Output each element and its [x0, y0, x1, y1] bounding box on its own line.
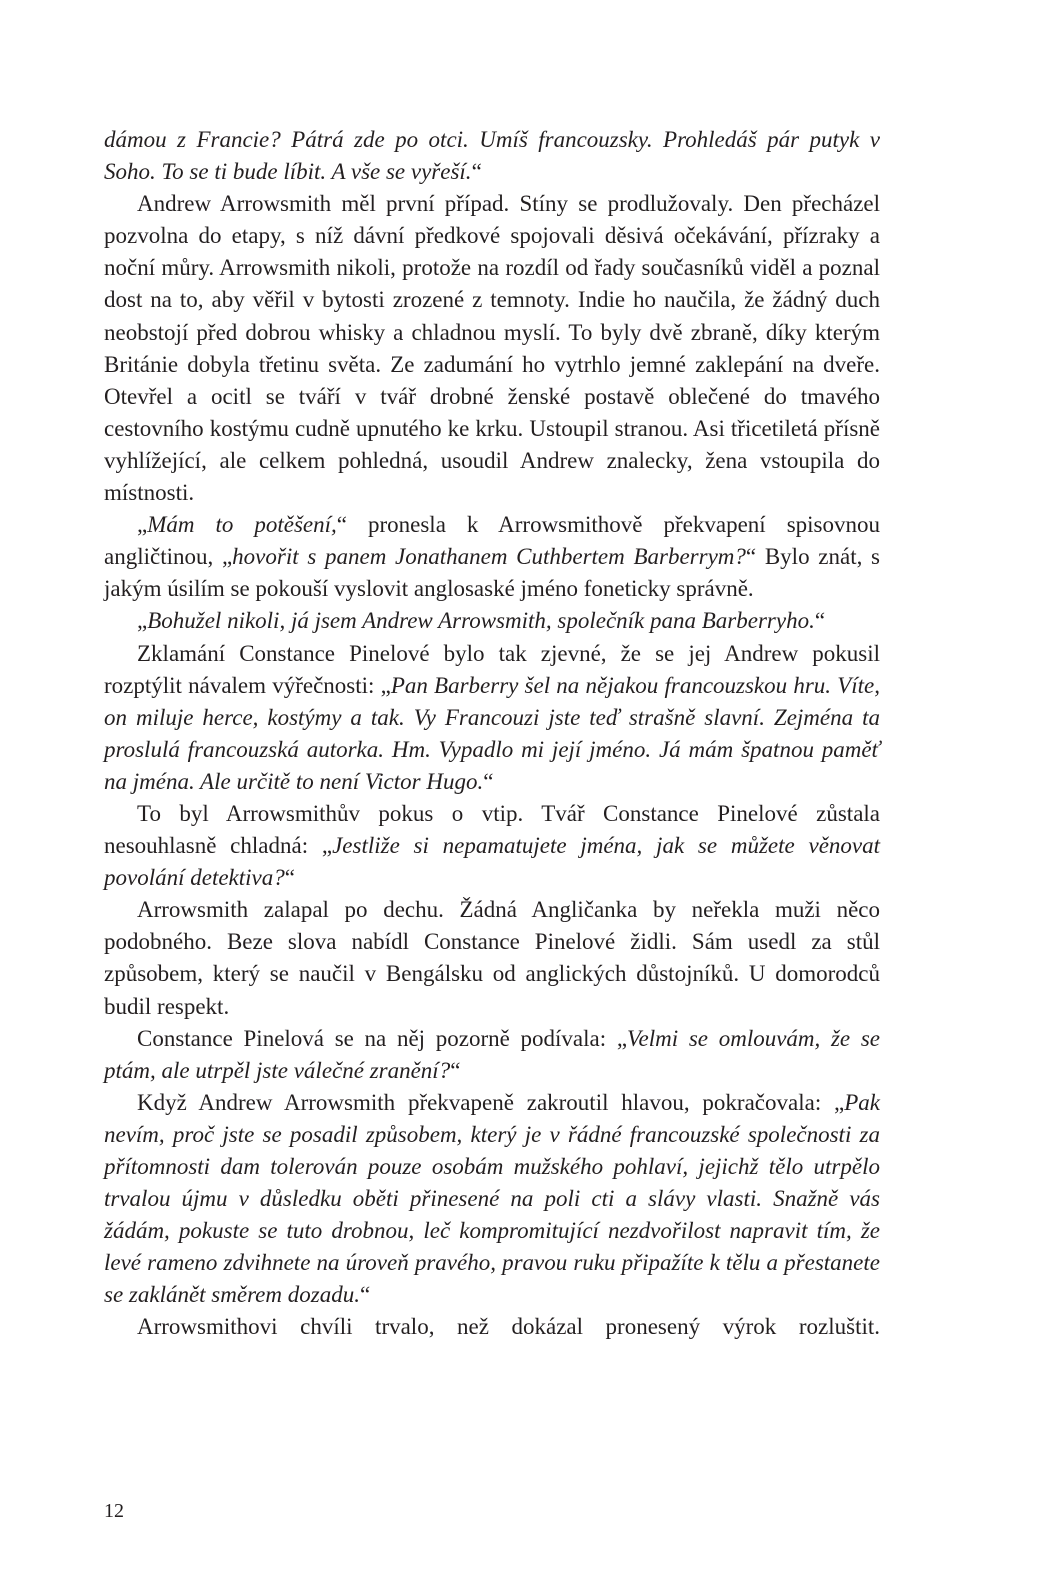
italic-text-segment: dámou z Francie? Pátrá zde po otci. Umíš francouzsky. Prohledáš pár putyk v Soho. To se ti bude líbit. A vše se vyřeší. [104, 127, 880, 185]
text-segment: “ [284, 865, 295, 891]
text-segment: “ Bylo znát, s jakým úsilím se pokouší vyslovit anglosaské jméno foneticky správně. [104, 544, 881, 602]
paragraph-6 [104, 798, 880, 894]
paragraph-8 [104, 1023, 880, 1087]
italic-text-segment: Pan Barberry šel na nějakou francouzskou hru. Víte, on miluje herce, kostýmy a tak. Vy Francouzi jste teď strašně slavní. Zejména ta proslulá francouzská autorka. Hm. Vypadlo mi její jméno. Já mám špatnou paměť na jména. Ale určitě to není Victor Hugo. [104, 672, 880, 794]
text-segment: To byl Arrowsmithův pokus o vtip. Tvář Constance Pinelové zůstala nesouhlasně chladná: „ [104, 800, 880, 859]
italic-text-segment: Bohužel nikoli, já jsem Andrew Arrowsmith, společník pana Barberryho. [147, 608, 815, 634]
text-segment: Arrowsmith zalapal po dechu. Žádná Angličanka by neřekla muži něco podobného. Beze slova nabídl Constance Pinelové židli. Sám usedl za stůl způsobem, který se naučil v Bengálsku od anglických důstojníků. U domorodců budil respekt. [104, 897, 880, 1019]
italic-text-segment: Jestliže si nepamatujete jména, jak se můžete věnovat povolání detektiva? [104, 833, 881, 891]
text-segment: “ [814, 608, 826, 634]
text-segment: “ pronesla k Arrowsmithově překvapení spisovnou angličtinou, „ [104, 512, 880, 570]
italic-text-segment: Velmi se omlouvám, že se ptám, ale utrpěl jste válečné zranění? [104, 1025, 880, 1083]
paragraph-2 [104, 188, 880, 509]
paragraph-4 [104, 605, 880, 637]
text-segment: Constance Pinelová se na něj pozorně podívala: „ [137, 1025, 628, 1051]
text-segment: Zklamání Constance Pinelové bylo tak zjevné, že se jej Andrew pokusil rozptýlit návalem výřečnosti: „ [104, 640, 880, 698]
paragraph-5 [104, 638, 880, 798]
text-segment: “ [483, 768, 494, 794]
italic-text-segment: Pak nevím, proč jste se posadil způsobem, který je v řádné francouzské společnosti za přítomnosti dam tolerován pouze osobám mužského pohlaví, jejichž tělo utrpělo trvalou újmu v důsledku oběti přinesené na poli cti a slávy vlasti. Snažně vás žádám, pokuste se tuto drobnou, leč kompromitující nezdvořilost napravit tím, že levé rameno zdvihnete na úroveň pravého, pravou ruku připažíte k tělu a přestanete se zaklánět směrem dozadu. [104, 1089, 880, 1308]
text-segment: Andrew Arrowsmith měl první případ. Stíny se prodlužovaly. Den přecházel pozvolna do etapy, s níž dávní předkové spojovali děsivá očekávání, přízraky a noční můry. Arrowsmith nikoli, protože na rozdíl od řady současníků viděl a poznal dost na to, aby věřil v bytosti zrozené z temnoty. Indie ho naučila, že žádný duch neobstojí před dobrou whisky a chladnou myslí. To byly dvě zbraně, díky kterým Británie dobyla třetinu světa. Ze zadumání ho vytrhlo jemné zaklepání na dveře. Otevřel a ocitl se tváří v tvář drobné ženské postavě oblečené do tmavého cestovního kostýmu cudně upnutého ke krku. Ustoupil stranou. Asi třicetiletá přísně vyhlížející, ale celkem pohledná, usoudil Andrew znalecky, žena vstoupila do místnosti. [104, 191, 880, 506]
page-number: 12 [104, 1500, 124, 1522]
text-segment: Arrowsmithovi chvíli trvalo, než dokázal pronesený výrok rozluštit. [137, 1314, 880, 1340]
paragraph-7 [104, 894, 880, 1022]
text-segment: “ [359, 1282, 371, 1308]
text-segment: Když Andrew Arrowsmith překvapeně zakroutil hlavou, pokračovala: „ [137, 1089, 845, 1115]
text-segment: “ [471, 159, 482, 185]
paragraph-3 [104, 509, 880, 605]
paragraph-1 [104, 124, 880, 188]
text-segment: “ [450, 1057, 461, 1083]
paragraph-10 [104, 1311, 880, 1343]
paragraph-9 [104, 1087, 880, 1312]
italic-text-segment: hovořit s panem Jonathanem Cuthbertem Barberrym? [232, 544, 746, 570]
text-segment: „ [137, 512, 148, 538]
italic-text-segment: Mám to potěšení, [147, 512, 337, 538]
book-page-body [104, 124, 880, 1344]
text-segment: „ [137, 608, 148, 634]
